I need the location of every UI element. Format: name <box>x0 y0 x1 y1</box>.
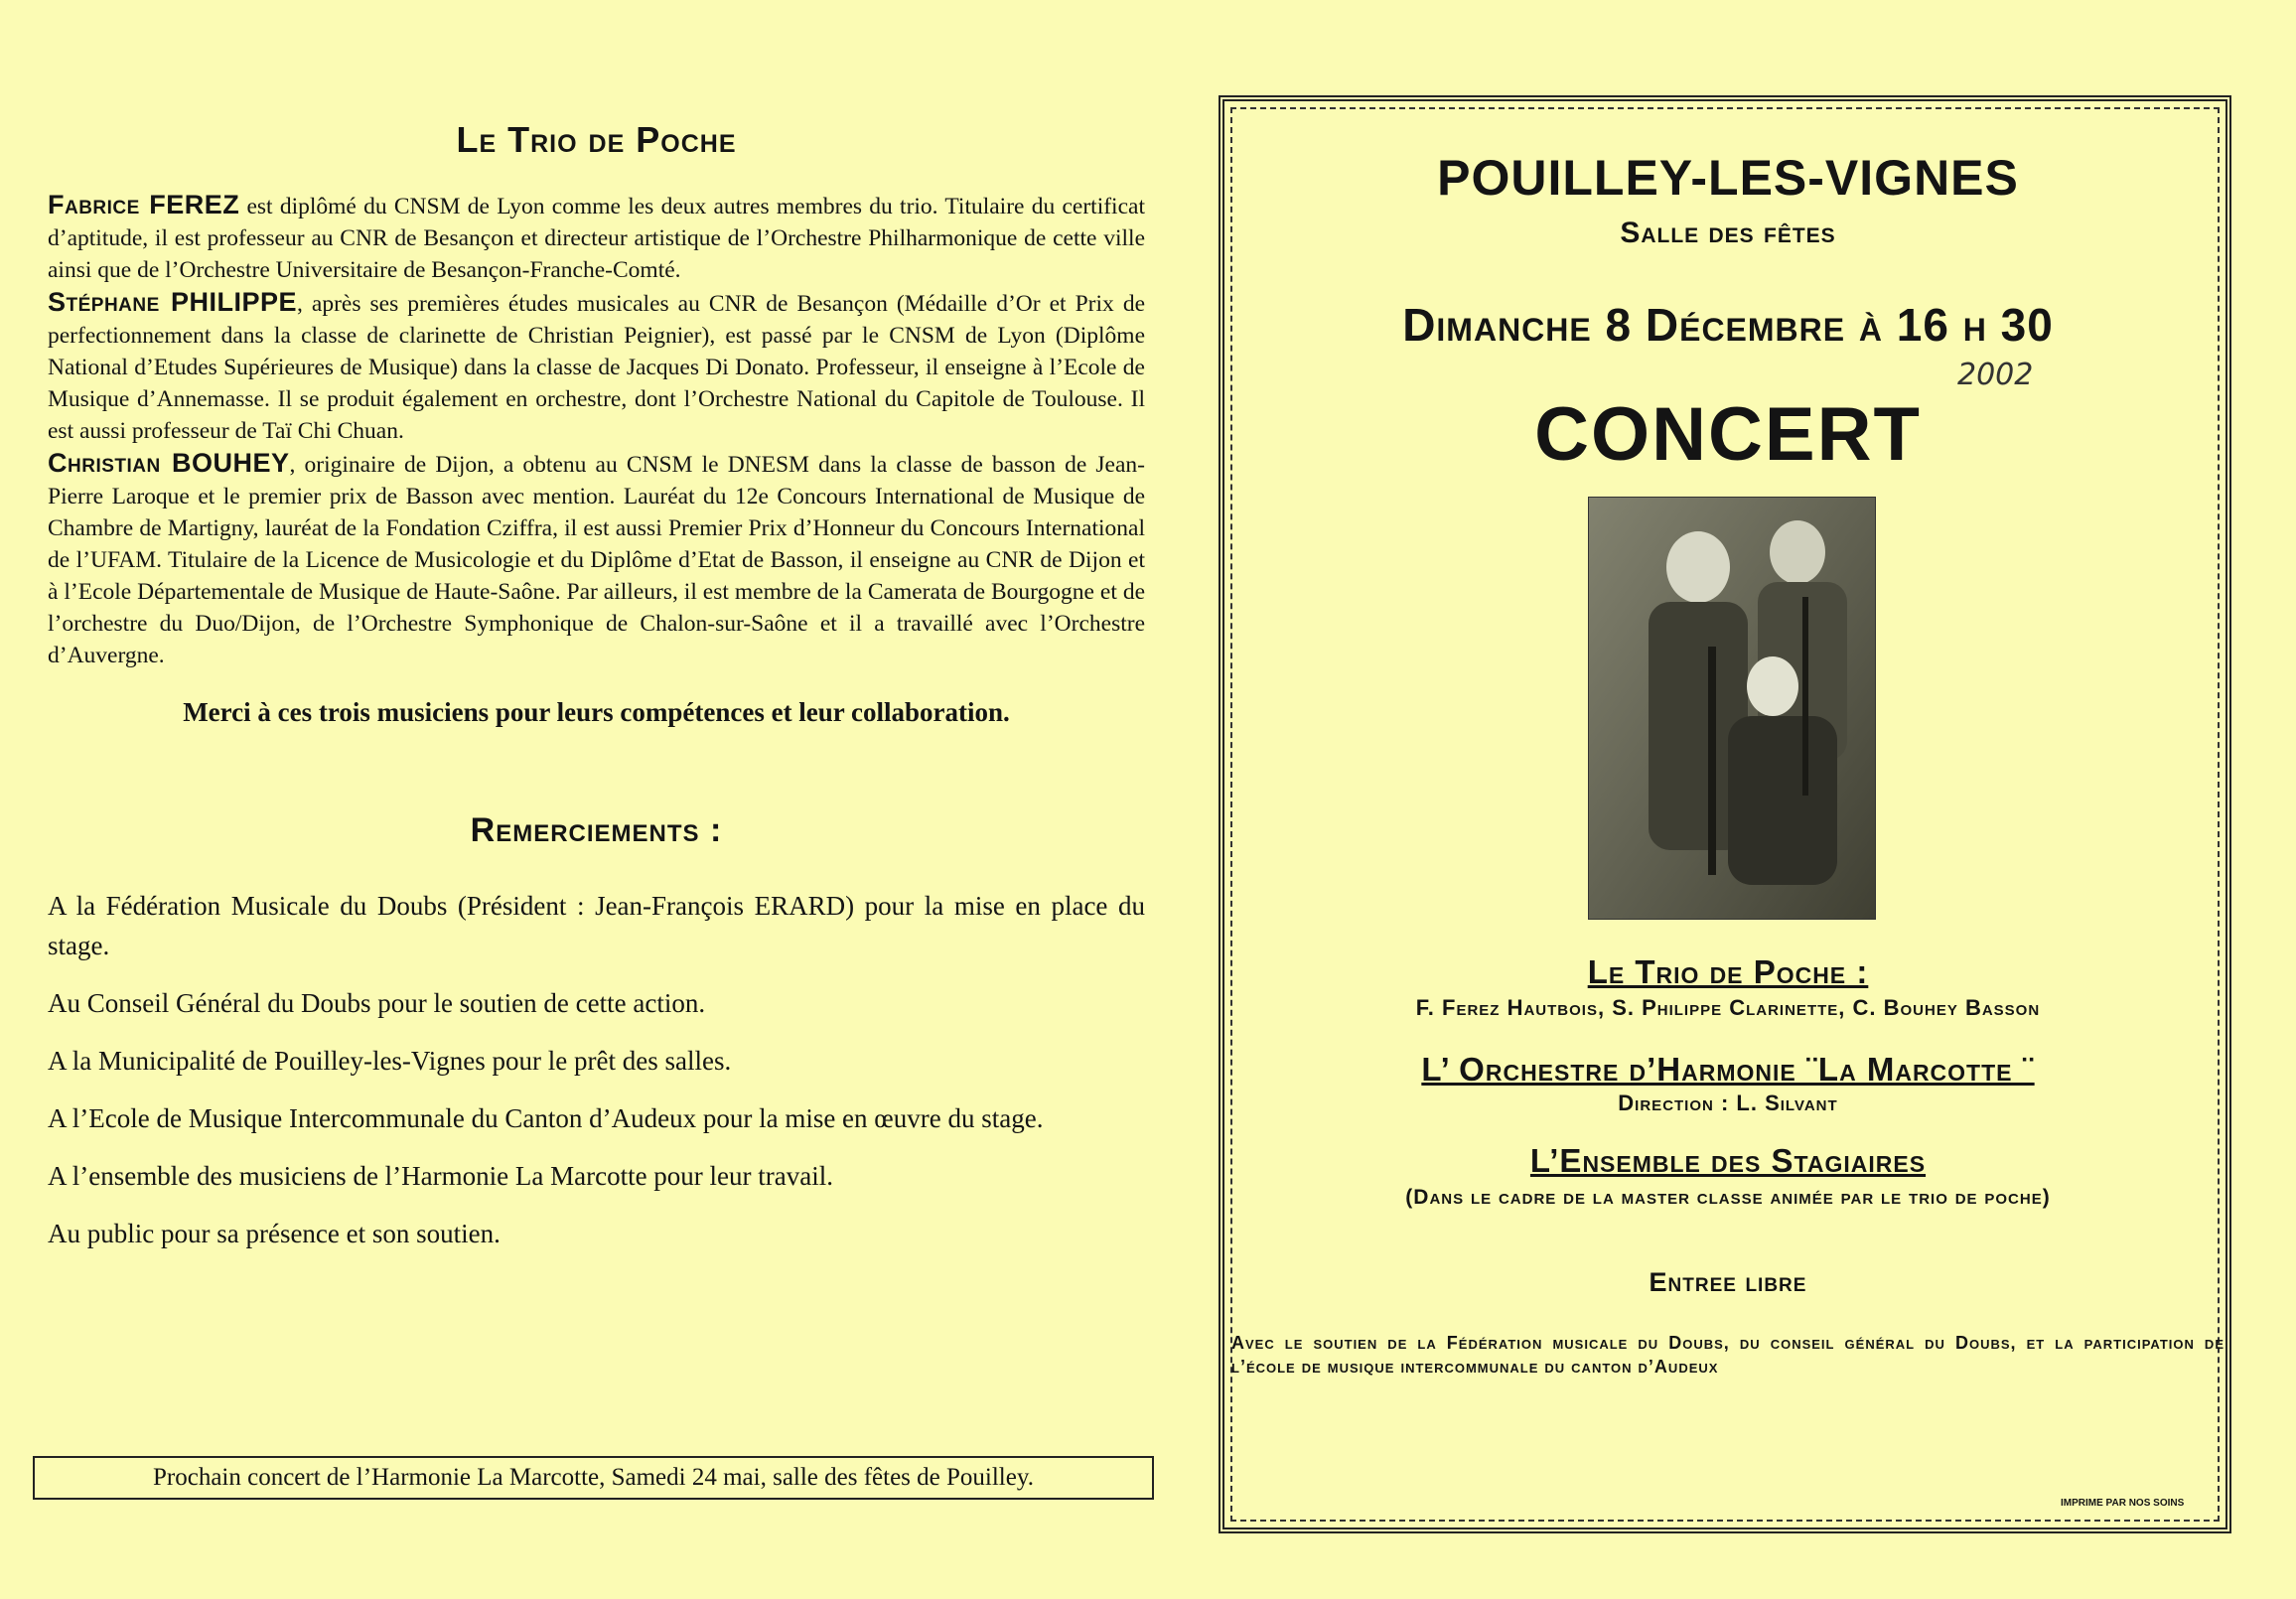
ensemble-title: L’Ensemble des Stagiaires <box>1529 1142 1927 1179</box>
bio-bouhey <box>48 447 1145 671</box>
bio-text: est diplômé du CNSM de Lyon comme les deux autres membres du trio. Titulaire du certificat d’aptitude, il est professeur au CNR de Besançon et directeur artistique de l’Orchestre Philharmonique de cette ville ainsi que de l’Orchestre Universitaire de Besançon-Franche-Comté. <box>48 194 1145 283</box>
program-block <box>1231 953 2224 1298</box>
orchestra-title: L’ Orchestre d’Harmonie ¨La Marcotte ¨ <box>1421 1051 2035 1088</box>
support-note: Avec le soutien de la Fédération musicale du Doubs, du conseil général du Doubs, et la participation de l’école de musique intercommunale du canton d’Audeux <box>1231 1333 2224 1377</box>
thanks-item: Au public pour sa présence et son soutien. <box>48 1219 501 1248</box>
venue-town: POUILLEY-LES-VIGNES <box>1437 150 2019 206</box>
trio-heading: Le Trio de Poche <box>456 119 737 160</box>
thanks-item: Au Conseil Général du Doubs pour le soutien de cette action. <box>48 988 706 1018</box>
trio-label: Le Trio de Poche : <box>1587 953 1869 990</box>
thanks-item: A l’ensemble des musiciens de l’Harmonie La Marcotte pour leur travail. <box>48 1161 833 1191</box>
entree-libre: Entree libre <box>1649 1267 1807 1297</box>
trio-members: F. Ferez Hautbois, S. Philippe Clarinette, C. Bouhey Basson <box>1415 995 2041 1020</box>
handwritten-year: 2002 <box>1957 358 2034 392</box>
event-date: Dimanche 8 Décembre à 16 h 30 <box>1402 299 2054 351</box>
bio-ferez <box>48 189 1145 286</box>
bio-text: , après ses premières études musicales au CNR de Besançon (Médaille d’Or et Prix de perfectionnement dans la classe de clarinette de Christian Peignier), est passé par le CNSM de Lyon (Diplôme National d’Etudes Supérieures de Musique) dans la classe de Jacques Di Donato. Professeur, il enseigne à l’Ecole de Musique d’Annemasse. Il se produit également en orchestre, dont l’Orchestre National du Capitole de Toulouse. Il est aussi professeur de Taï Chi Chuan. <box>48 291 1145 444</box>
poster-panel <box>1231 149 2224 478</box>
thanks-item: A l’Ecole de Musique Intercommunale du Canton d’Audeux pour la mise en œuvre du stage. <box>48 1103 1044 1133</box>
thanks-item: A la Municipalité de Pouilley-les-Vignes pour le prêt des salles. <box>48 1046 732 1076</box>
trio-photo <box>1588 497 1876 920</box>
orchestra-direction: Direction : L. Silvant <box>1618 1090 1838 1115</box>
left-panel <box>48 99 1145 1271</box>
bio-name: Christian BOUHEY <box>48 448 290 478</box>
bio-philippe <box>48 286 1145 447</box>
bio-name: Stéphane PHILIPPE <box>48 287 297 317</box>
bio-text: , originaire de Dijon, a obtenu au CNSM le DNESM dans la classe de basson de Jean-Pierre Laroque et le premier prix de Basson avec mention. Lauréat du 12e Concours International de Musique de Chambre de Martigny, lauréat de la Fondation Cziffra, il est aussi Premier Prix d’Honneur du Concours International de l’UFAM. Titulaire de la Licence de Musicologie et du Diplôme d’Etat de Basson, il enseigne au CNR de Dijon et à l’Ecole Départementale de Musique de Haute-Saône. Par ailleurs, il est membre de la Camerata de Bourgogne et de l’orchestre du Duo/Dijon, de l’Orchestre Symphonique de Chalon-sur-Saône et il a travaillé avec l’Orchestre d’Auvergne. <box>48 452 1145 668</box>
printer-note: IMPRIME PAR NOS SOINS <box>2061 1498 2185 1509</box>
bio-name: Fabrice FEREZ <box>48 190 240 219</box>
concert-title: CONCERT <box>1534 392 1922 477</box>
venue-hall: Salle des fêtes <box>1620 217 1836 249</box>
next-concert-box: Prochain concert de l’Harmonie La Marcotte, Samedi 24 mai, salle des fêtes de Pouilley. <box>33 1456 1154 1500</box>
ensemble-subtitle: (Dans le cadre de la master classe animée par le trio de poche) <box>1405 1186 2051 1209</box>
remerciements-heading: Remerciements : <box>470 811 723 849</box>
merci-line: Merci à ces trois musiciens pour leurs compétences et leur collaboration. <box>183 697 1010 727</box>
photo-image <box>1589 498 1875 919</box>
thanks-item: A la Fédération Musicale du Doubs (Président : Jean-François ERARD) pour la mise en place du stage. <box>48 891 1145 960</box>
